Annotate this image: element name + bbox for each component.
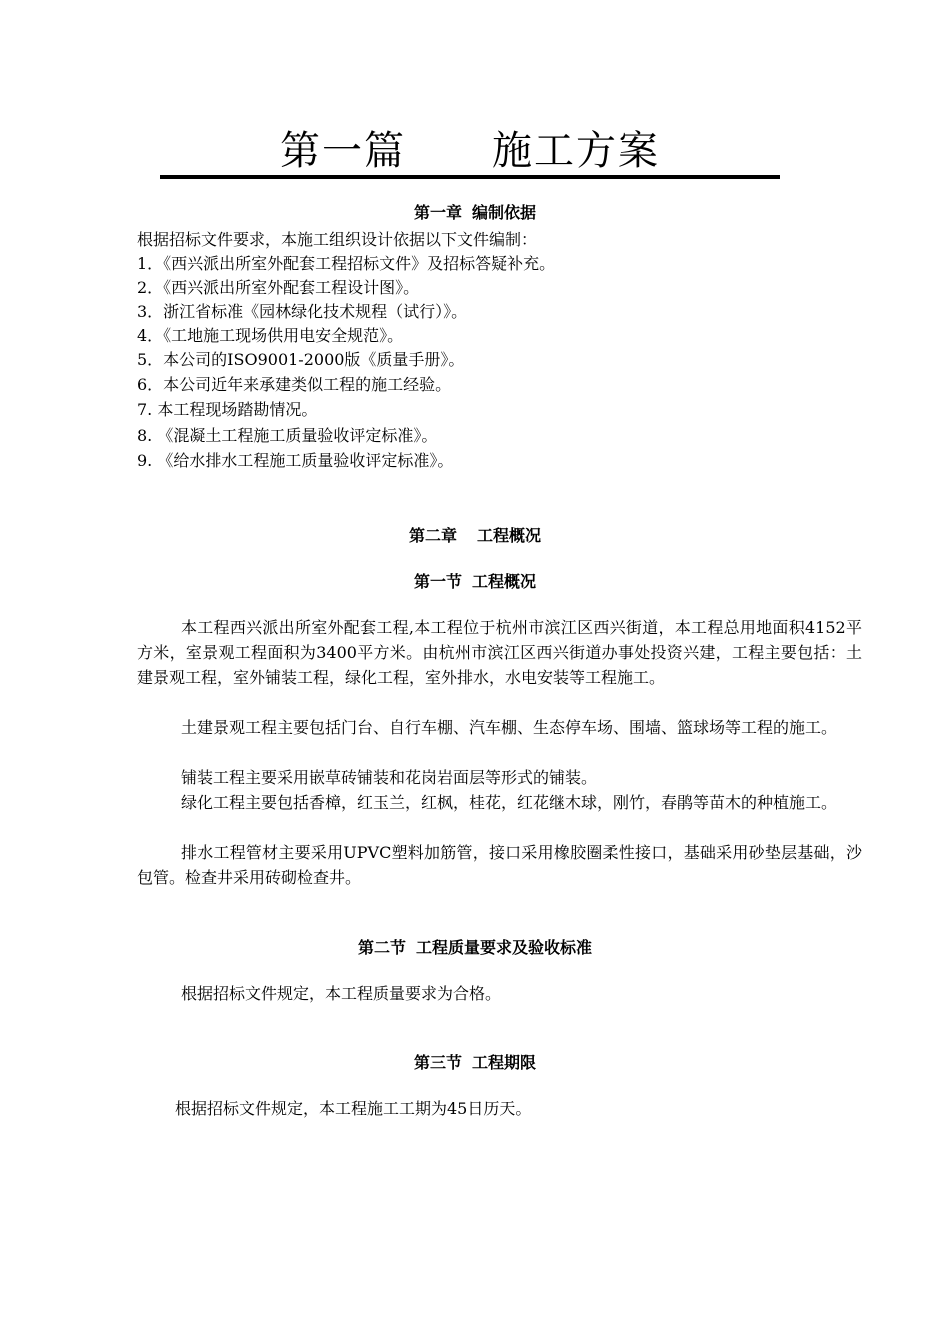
overview-paragraph-text: 铺装工程主要采用嵌草砖铺装和花岗岩面层等形式的铺装。	[181, 768, 598, 787]
basis-item: 3．浙江省标准《园林绿化技术规程（试行）》。	[137, 302, 468, 321]
overview-paragraph-text: 土建景观工程主要包括门台、自行车棚、汽车棚、生态停车场、围墙、篮球场等工程的施工。	[181, 718, 838, 737]
basis-item: 6．本公司近年来承建类似工程的施工经验。	[137, 375, 452, 394]
title-underline	[160, 175, 780, 179]
chapter1-heading	[0, 201, 950, 225]
schedule-paragraph: 根据招标文件规定，本工程施工工期为45日历天。	[175, 1099, 532, 1118]
chapter1-heading-num: 第一章	[413, 203, 462, 222]
overview-paragraph	[137, 715, 862, 740]
section2-heading-num: 第二节	[357, 938, 406, 957]
basis-item: 5．本公司的ISO9001-2000版《质量手册》。	[137, 350, 465, 369]
overview-paragraph	[137, 790, 862, 815]
chapter1-heading-text: 编制依据	[472, 203, 537, 222]
title-name: 施工方案	[492, 128, 660, 174]
section2-heading-text: 工程质量要求及验收标准	[416, 938, 593, 957]
overview-paragraph	[137, 615, 862, 690]
basis-item: 8. 《混凝土工程施工质量验收评定标准》。	[137, 426, 438, 445]
chapter2-heading-num: 第二章	[408, 526, 457, 545]
basis-item: 9. 《给水排水工程施工质量验收评定标准》。	[137, 451, 454, 470]
basis-item: 7. 本工程现场踏勘情况。	[137, 400, 318, 419]
section3-heading	[0, 1051, 950, 1075]
chapter2-heading-text: 工程概况	[477, 526, 542, 545]
overview-paragraph-text: 本工程西兴派出所室外配套工程,本工程位于杭州市滨江区西兴街道，本工程总用地面积4152平方米，室景观工程面积为3400平方米。由杭州市滨江区西兴街道办事处投资兴建，工程主要包括：土建景观工程，室外铺装工程，绿化工程，室外排水，水电安装等工程施工。	[137, 618, 862, 687]
title-part: 第一篇	[280, 128, 406, 174]
section1-heading-text: 工程概况	[472, 572, 537, 591]
section3-heading-text: 工程期限	[472, 1053, 537, 1072]
overview-paragraph	[137, 765, 862, 790]
overview-paragraph	[137, 840, 862, 890]
basis-item: 1．《西兴派出所室外配套工程招标文件》及招标答疑补充。	[137, 254, 556, 273]
section1-heading-num: 第一节	[413, 572, 462, 591]
section2-heading	[0, 936, 950, 960]
basis-item: 4．《工地施工现场供用电安全规范》。	[137, 326, 404, 345]
section3-heading-num: 第三节	[413, 1053, 462, 1072]
document-title	[160, 128, 780, 174]
chapter1-intro: 根据招标文件要求，本施工组织设计依据以下文件编制：	[137, 230, 538, 249]
chapter2-heading	[0, 524, 950, 548]
overview-paragraph-text: 绿化工程主要包括香樟，红玉兰，红枫，桂花，红花继木球，刚竹，春鹃等苗木的种植施工。	[181, 793, 838, 812]
basis-item: 2．《西兴派出所室外配套工程设计图》。	[137, 278, 420, 297]
quality-paragraph: 根据招标文件规定，本工程质量要求为合格。	[181, 984, 502, 1003]
overview-paragraph-text: 排水工程管材主要采用UPVC塑料加筋管，接口采用橡胶圈柔性接口，基础采用砂垫层基础，沙包管。检查井采用砖砌检查井。	[137, 843, 862, 887]
section1-heading	[0, 570, 950, 594]
